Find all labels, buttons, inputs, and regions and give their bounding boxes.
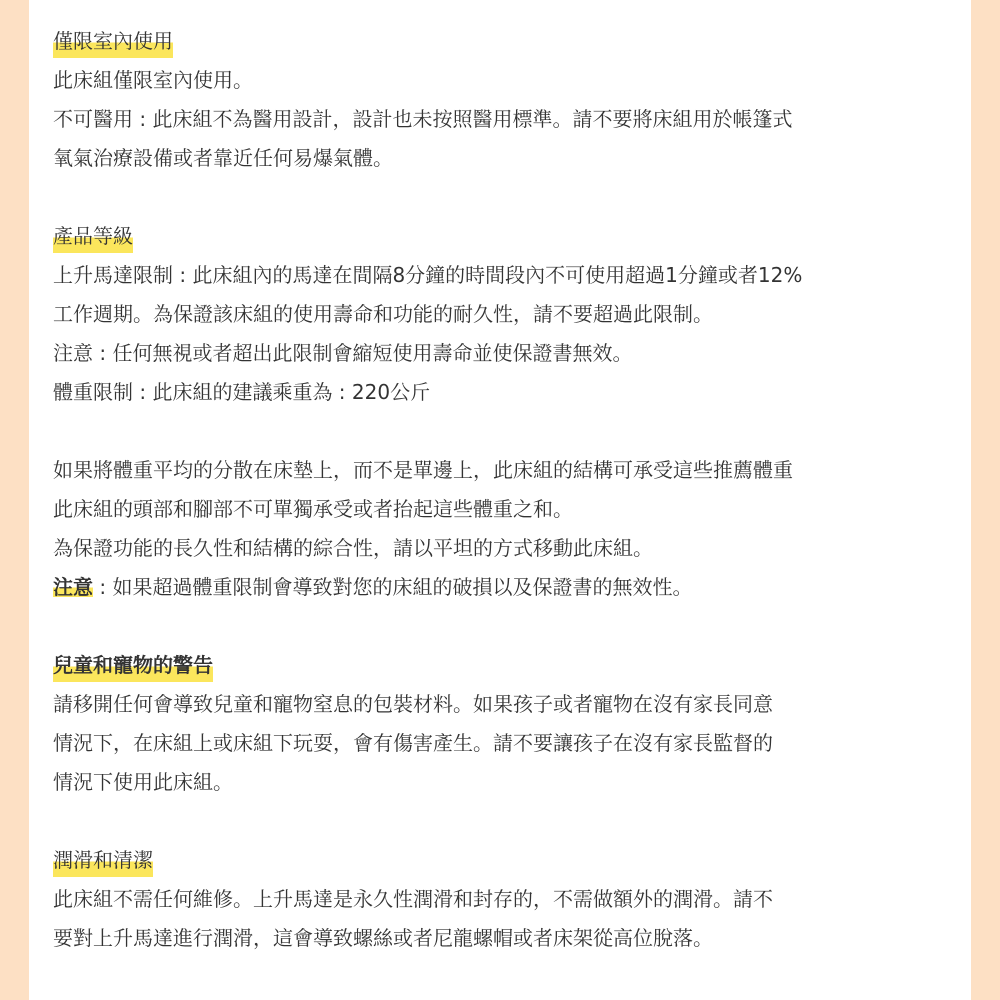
section-lubrication-cleaning xyxy=(53,841,963,958)
paragraph-line: 此床組的頭部和腳部不可單獨承受或者抬起這些體重之和。 xyxy=(53,497,573,521)
document-content xyxy=(53,22,963,958)
paragraph-line: 工作週期。為保證該床組的使用壽命和功能的耐久性，請不要超過此限制。 xyxy=(53,302,713,326)
paragraph-line: 此床組僅限室內使用。 xyxy=(53,68,253,92)
paragraph-line: 氧氣治療設備或者靠近任何易爆氣體。 xyxy=(53,146,393,170)
note-text: : 如果超過體重限制會導致對您的床組的破損以及保證書的無效性。 xyxy=(93,575,693,599)
paragraph-line: 情況下，在床組上或床組下玩耍，會有傷害產生。請不要讓孩子在沒有家長監督的 xyxy=(53,731,773,755)
section-heading: 潤滑和清潔 xyxy=(53,841,153,880)
section-indoor-use xyxy=(53,22,963,178)
paragraph-line: 要對上升馬達進行潤滑，這會導致螺絲或者尼龍螺帽或者床架從高位脫落。 xyxy=(53,926,713,950)
paragraph-line: 情況下使用此床組。 xyxy=(53,770,233,794)
section-heading: 僅限室內使用 xyxy=(53,22,173,61)
note-line xyxy=(53,568,963,607)
section-children-pets-warning xyxy=(53,646,963,802)
section-product-grade xyxy=(53,217,963,607)
section-heading: 兒童和寵物的警告 xyxy=(53,646,213,685)
paragraph-line: 如果將體重平均的分散在床墊上，而不是單邊上，此床組的結構可承受這些推薦體重 xyxy=(53,458,793,482)
document-page xyxy=(29,0,971,1000)
paragraph-line: 體重限制 : 此床組的建議乘重為 : 220公斤 xyxy=(53,380,431,404)
note-label: 注意 xyxy=(53,575,93,599)
paragraph-line: 注意 : 任何無視或者超出此限制會縮短使用壽命並使保證書無效。 xyxy=(53,341,633,365)
paragraph-line: 請移開任何會導致兒童和寵物窒息的包裝材料。如果孩子或者寵物在沒有家長同意 xyxy=(53,692,773,716)
section-heading: 產品等級 xyxy=(53,217,133,256)
paragraph-line: 上升馬達限制 : 此床組內的馬達在間隔8分鐘的時間段內不可使用超過1分鐘或者12% xyxy=(53,263,803,287)
paragraph-gap xyxy=(53,412,963,451)
paragraph-line: 此床組不需任何維修。上升馬達是永久性潤滑和封存的，不需做額外的潤滑。請不 xyxy=(53,887,773,911)
paragraph-line: 為保證功能的長久性和結構的綜合性，請以平坦的方式移動此床組。 xyxy=(53,536,653,560)
paragraph-line: 不可醫用 : 此床組不為醫用設計，設計也未按照醫用標準。請不要將床組用於帳篷式 xyxy=(53,107,793,131)
